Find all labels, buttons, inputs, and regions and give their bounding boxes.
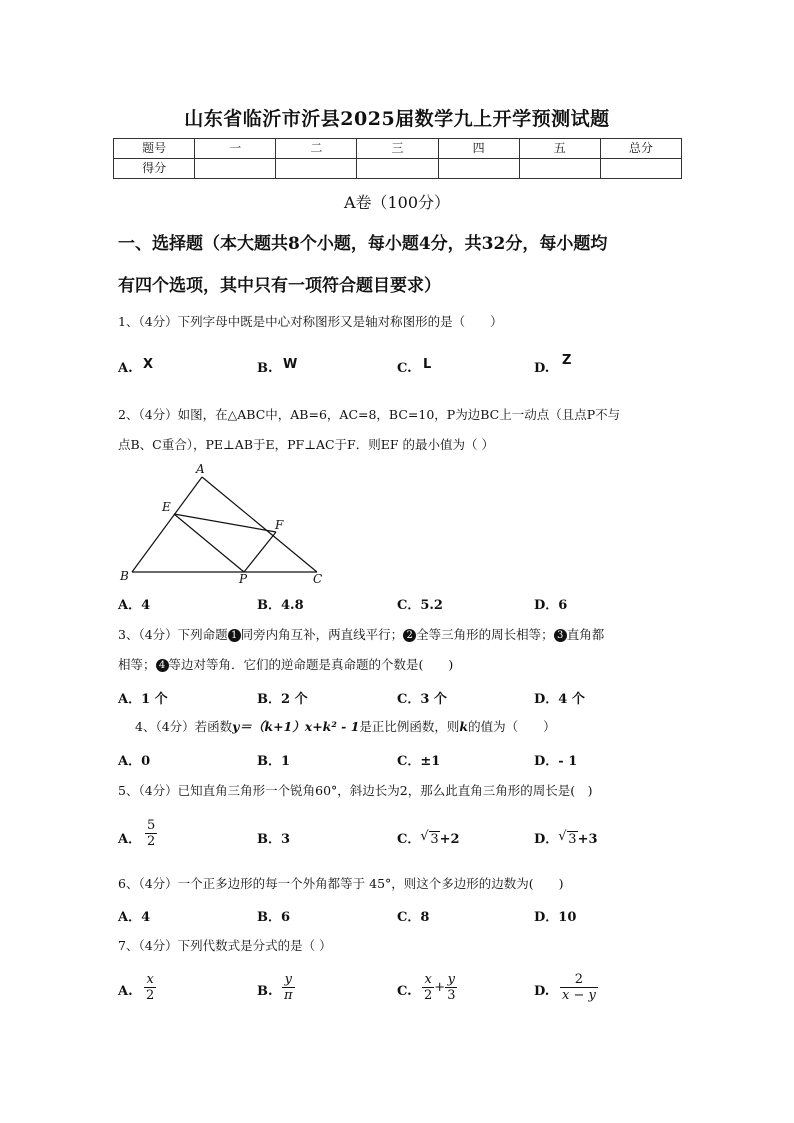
question-4-options [118, 750, 678, 770]
question-3-options [118, 688, 678, 708]
score-cell: 五 [519, 139, 600, 159]
option-c: C．3 个 [397, 692, 447, 707]
circled-4: 4 [156, 659, 169, 672]
exam-title: 山东省临沂市沂县2025届数学九上开学预测试题 [184, 108, 610, 130]
option-d: D．4 个 [534, 692, 585, 707]
option-label: A. [118, 361, 133, 376]
option-a: A．0 [118, 754, 151, 769]
question-5-stem: 5、（4分）已知直角三角形一个锐角60°，斜边长为2，那么此直角三角形的周长是( ) [118, 783, 593, 798]
option-a: A．4 [118, 910, 151, 925]
option-d-label: D. [534, 984, 550, 999]
question-5-options [118, 818, 678, 856]
option-label: D. [534, 361, 550, 376]
option-b-label: B. [257, 984, 273, 999]
circled-3: 3 [554, 629, 567, 642]
option-letter-l: L [423, 357, 432, 372]
score-input-cell[interactable] [519, 159, 600, 179]
option-a-label: A. [118, 984, 133, 999]
score-cell: 二 [276, 139, 357, 159]
option-c-value: $\frac{x}{2}$ + $\frac{y}{3}$ [424, 972, 456, 1003]
score-input-cell[interactable] [438, 159, 519, 179]
section-a-heading: A卷（100分） [343, 193, 451, 212]
score-table [113, 138, 682, 179]
option-d-value: $\frac{2}{x - y}$ [562, 972, 596, 1003]
option-b: B．6 [257, 910, 291, 925]
question-7-options [118, 972, 678, 1012]
option-b: B．3 [257, 832, 291, 847]
score-table-score-row [114, 159, 682, 179]
option-letter-x: X [143, 357, 154, 372]
figure-label-a: A [196, 462, 205, 476]
question-6-stem: 6、（4分）一个正多边形的每一个外角都等于 45°，则这个多边形的边数为( ) [118, 876, 564, 891]
option-b: B．4.8 [257, 598, 304, 613]
score-cell: 得分 [114, 159, 195, 179]
option-d: D．10 [534, 910, 577, 925]
option-label: B. [257, 361, 273, 376]
score-cell: 三 [357, 139, 438, 159]
score-cell: 题号 [114, 139, 195, 159]
triangle-figure [118, 462, 338, 588]
score-input-cell[interactable] [600, 159, 681, 179]
question-1-stem: 1、（4分）下列字母中既是中心对称图形又是轴对称图形的是（ ） [118, 314, 503, 329]
option-letter-z: Z [562, 353, 572, 368]
function-expression: y＝（k+1）x+k² - 1 [232, 719, 360, 734]
option-c: C． √ 3+2 [397, 829, 460, 847]
option-b: B．2 个 [257, 692, 308, 707]
question-2-stem-line1: 2、（4分）如图，在△ABC中，AB=6，AC=8，BC=10，P为边BC上一动点（且点P不与 [118, 407, 621, 422]
figure-label-b: B [120, 569, 129, 583]
option-c-label: C. [397, 984, 412, 999]
figure-label-p: P [239, 572, 248, 586]
option-a: A．4 [118, 598, 151, 613]
figure-label-c: C [313, 572, 323, 586]
figure-label-f: F [275, 518, 284, 532]
option-a: A．1 个 [118, 692, 168, 707]
question-2-options [118, 594, 678, 614]
score-cell: 一 [195, 139, 276, 159]
score-cell: 四 [438, 139, 519, 159]
score-input-cell[interactable] [276, 159, 357, 179]
question-7-stem: 7、（4分）下列代数式是分式的是（ ） [118, 938, 332, 953]
option-a-label: A． [118, 832, 142, 847]
score-input-cell[interactable] [195, 159, 276, 179]
option-a-value: $\frac{5}{2}$ [147, 818, 156, 849]
option-d: D． √ 3+3 [534, 829, 598, 847]
question-3-stem-line1: 3、（4分）下列命题 1 同旁内角互补，两直线平行； 2 全等三角形的周长相等； 3 直角都 [118, 627, 605, 642]
figure-label-e: E [162, 500, 171, 514]
question-6-options [118, 906, 678, 926]
question-1-options [118, 345, 678, 389]
option-letter-w: W [283, 357, 298, 372]
option-b-value: $\frac{y}{\pi}$ [284, 972, 293, 1003]
option-b: B．1 [257, 754, 291, 769]
question-4-stem: 4、（4分）若函数y＝（k+1）x+k² - 1是正比例函数，则k的值为（ ） [135, 719, 556, 734]
option-c: C．8 [397, 910, 430, 925]
circled-2: 2 [403, 629, 416, 642]
score-input-cell[interactable] [357, 159, 438, 179]
option-c: C．±1 [397, 754, 441, 769]
part1-heading-line2: 有四个选项，其中只有一项符合题目要求） [118, 276, 441, 296]
option-d: D．6 [534, 598, 568, 613]
part1-heading-line1: 一、选择题（本大题共8个小题，每小题4分，共32分，每小题均 [118, 234, 608, 254]
option-label: C. [397, 361, 412, 376]
option-a-value: $\frac{x}{2}$ [146, 972, 155, 1003]
option-d: D．- 1 [534, 754, 578, 769]
score-table-header-row [114, 139, 682, 159]
circled-1: 1 [228, 629, 241, 642]
score-cell: 总分 [600, 139, 681, 159]
option-c: C．5.2 [397, 598, 443, 613]
question-3-stem-line2: 相等； 4 等边对等角．它们的逆命题是真命题的个数是( ) [118, 657, 454, 672]
question-2-stem-line2: 点B、C重合），PE⊥AB于E，PF⊥AC于F．则EF 的最小值为（ ） [118, 437, 494, 452]
